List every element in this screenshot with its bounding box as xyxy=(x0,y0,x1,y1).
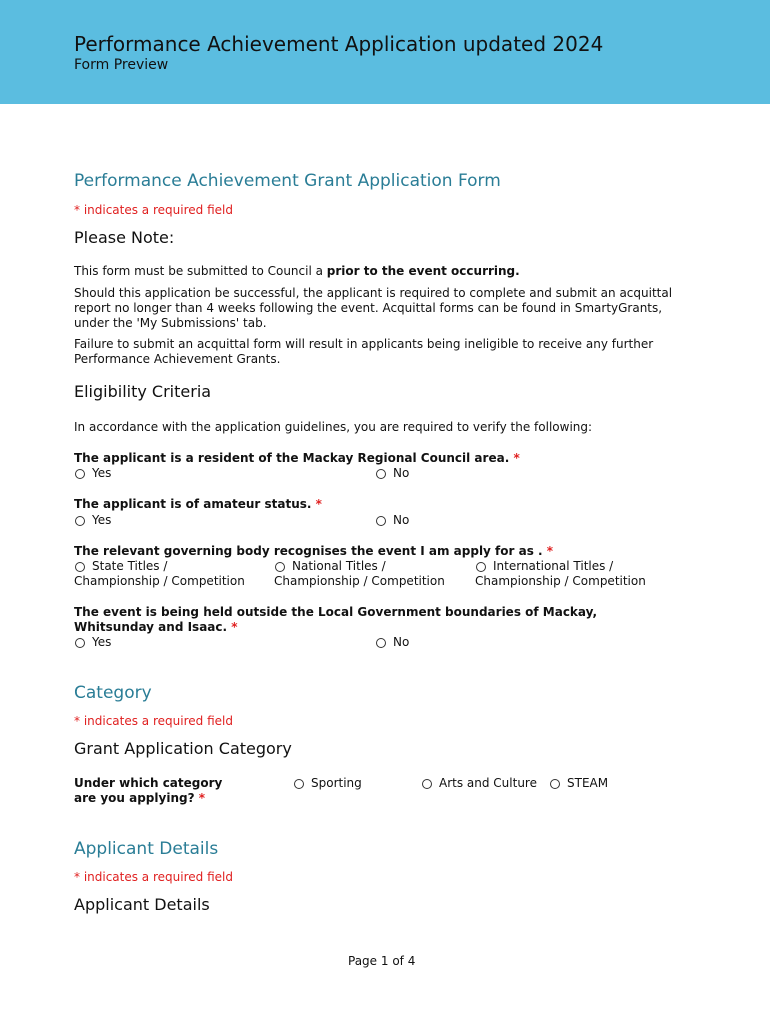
radio-circle-icon[interactable] xyxy=(422,779,432,789)
required-star: * xyxy=(513,451,520,465)
applicant-heading: Applicant Details xyxy=(74,895,210,914)
required-star: * xyxy=(315,497,322,511)
radio-resident-no[interactable] xyxy=(375,466,409,481)
option-label: National Titles / xyxy=(292,559,386,573)
option-label: No xyxy=(393,466,410,480)
page-subtitle: Form Preview xyxy=(74,57,169,73)
category-title: Category xyxy=(74,683,152,703)
required-note: * indicates a required field xyxy=(74,203,233,217)
option-label: International Titles / xyxy=(493,559,614,573)
question-label: The relevant governing body recognises the event I am apply for as . xyxy=(74,544,543,558)
radio-amateur-no[interactable] xyxy=(375,513,409,528)
option-label: STEAM xyxy=(567,776,609,790)
question-label: The applicant is a resident of the Mackay Regional Council area. xyxy=(74,451,510,465)
radio-category-arts[interactable] xyxy=(421,776,537,791)
page-header xyxy=(0,0,770,104)
p1-bold-text: prior to the event occurring. xyxy=(326,264,520,278)
radio-circle-icon[interactable] xyxy=(294,779,304,789)
eligibility-intro: In accordance with the application guidelines, you are required to verify the following: xyxy=(74,420,593,434)
question-label-line1: The event is being held outside the Local Government boundaries of Mackay, xyxy=(74,605,598,619)
option-label: Sporting xyxy=(311,776,362,790)
please-note-p1 xyxy=(74,264,520,279)
question-governing-body xyxy=(74,544,553,559)
radio-circle-icon[interactable] xyxy=(376,516,386,526)
option-label-line2: Championship / Competition xyxy=(475,574,646,588)
option-label: No xyxy=(393,513,410,527)
please-note-heading: Please Note: xyxy=(74,228,175,247)
radio-state-titles[interactable] xyxy=(74,559,245,589)
radio-circle-icon[interactable] xyxy=(75,469,85,479)
option-label: Yes xyxy=(92,635,112,649)
option-label: Yes xyxy=(92,513,112,527)
question-label: The applicant is of amateur status. xyxy=(74,497,312,511)
radio-amateur-yes[interactable] xyxy=(74,513,111,528)
radio-category-sporting[interactable] xyxy=(293,776,362,791)
radio-circle-icon[interactable] xyxy=(376,469,386,479)
applicant-required-note: * indicates a required field xyxy=(74,870,233,884)
question-category xyxy=(74,776,222,806)
required-star: * xyxy=(198,791,206,805)
radio-circle-icon[interactable] xyxy=(476,562,486,572)
page-title: Performance Achievement Application updated 2024 xyxy=(74,32,604,56)
question-label-line2: are you applying? xyxy=(74,791,195,805)
page-number: Page 1 of 4 xyxy=(348,954,416,968)
required-star: * xyxy=(231,620,238,634)
category-heading: Grant Application Category xyxy=(74,739,292,758)
required-star: * xyxy=(546,544,554,558)
radio-circle-icon[interactable] xyxy=(550,779,560,789)
option-label: State Titles / xyxy=(92,559,168,573)
question-label-line2: Whitsunday and Isaac. xyxy=(74,620,228,634)
option-label: No xyxy=(393,635,410,649)
radio-national-titles[interactable] xyxy=(274,559,445,589)
question-resident xyxy=(74,451,520,466)
please-note-p2: Should this application be successful, the applicant is required to complete and submit an acquittal report no longer than 4 weeks following the event. Acquittal forms can be found in SmartyGrants, under the 'My Submissions' tab. xyxy=(74,286,673,330)
question-label-line1: Under which category xyxy=(74,776,223,790)
radio-resident-yes[interactable] xyxy=(74,466,111,481)
radio-circle-icon[interactable] xyxy=(75,638,85,648)
radio-circle-icon[interactable] xyxy=(75,516,85,526)
question-amateur xyxy=(74,497,322,512)
p1-text: This form must be submitted to Council a xyxy=(74,264,327,278)
radio-circle-icon[interactable] xyxy=(75,562,85,572)
category-required-note: * indicates a required field xyxy=(74,714,233,728)
form-title: Performance Achievement Grant Application Form xyxy=(74,171,501,191)
option-label-line2: Championship / Competition xyxy=(274,574,445,588)
radio-international-titles[interactable] xyxy=(475,559,646,589)
applicant-title: Applicant Details xyxy=(74,839,219,859)
option-label: Yes xyxy=(92,466,112,480)
eligibility-heading: Eligibility Criteria xyxy=(74,382,212,401)
option-label-line2: Championship / Competition xyxy=(74,574,245,588)
please-note-p3: Failure to submit an acquittal form will result in applicants being ineligible to receive any further Performance Achievement Grants. xyxy=(74,337,654,366)
radio-outside-yes[interactable] xyxy=(74,635,111,650)
radio-category-steam[interactable] xyxy=(549,776,608,791)
radio-circle-icon[interactable] xyxy=(376,638,386,648)
option-label: Arts and Culture xyxy=(439,776,537,790)
radio-circle-icon[interactable] xyxy=(275,562,285,572)
radio-outside-no[interactable] xyxy=(375,635,409,650)
question-outside-boundaries xyxy=(74,605,597,635)
